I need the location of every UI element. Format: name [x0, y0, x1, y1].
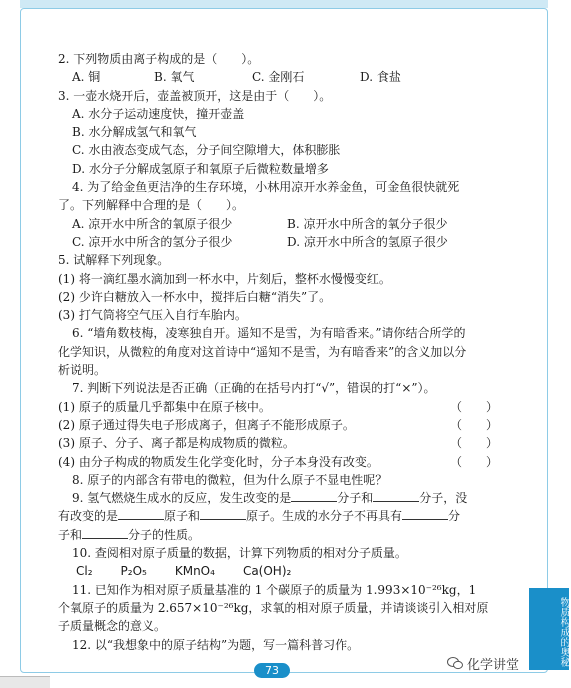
- q7-answer-paren-2: （ ）: [449, 417, 498, 432]
- q5-stem: 5. 试解释下列现象。: [58, 253, 170, 268]
- q6-line-1: 6. “墙角数枝梅，凌寒独自开。遥知不是雪，为有暗香来。”请你结合所学的: [72, 326, 466, 341]
- q9-line-1: [58, 489, 510, 507]
- top-strip: [20, 0, 548, 8]
- q3-option-d: D. 水分子分解成氢原子和氧原子后微粒数量增多: [72, 161, 329, 176]
- q7-answer-paren-1: （ ）: [449, 399, 498, 414]
- q9-line-2: [58, 507, 510, 525]
- q2-option-c: C. 金刚石: [252, 70, 305, 85]
- q4-options-row-1: [58, 215, 510, 233]
- q10-formula-2: P₂O₅: [120, 564, 147, 579]
- corner-strip: [0, 676, 50, 688]
- q9-blank-6: [82, 526, 128, 539]
- q9-blank-2: [373, 489, 419, 502]
- q3-option-c: C. 水由液态变成气态，分子间空隙增大，体积膨胀: [72, 143, 341, 158]
- q7-stem: 7. 判断下列说法是否正确（正确的在括号内打“√”，错误的打“×”）。: [72, 381, 436, 396]
- q10-formulas: [58, 562, 510, 580]
- wechat-icon: [447, 657, 463, 670]
- q7-item-4-row: [58, 453, 510, 471]
- q9-blank-4: [200, 507, 246, 520]
- q9-line-3: [58, 526, 510, 544]
- q2-stem: 2. 下列物质由离子构成的是（ ）。: [58, 52, 260, 66]
- q7-item-3-row: [58, 434, 510, 452]
- q7-item-1: (1) 原子的质量几乎都集中在原子核中。: [58, 399, 271, 414]
- q10-stem: 10. 查阅相对原子质量的数据，计算下列物质的相对分子质量。: [72, 546, 407, 561]
- q10-formula-1: Cl₂: [76, 564, 93, 579]
- q11-line-3: 子质量概念的意义。: [58, 619, 167, 634]
- q4-option-c: C. 凉开水中所含的氢分子很少: [72, 234, 233, 249]
- q8-stem: 8. 原子的内部含有带电的微粒，但为什么原子不显电性呢？: [72, 472, 388, 487]
- q7-item-3: (3) 原子、分子、离子都是构成物质的微粒。: [58, 436, 295, 451]
- q5-item-1: (1) 将一滴红墨水滴加到一杯水中，片刻后，整杯水慢慢变红。: [58, 271, 391, 286]
- q9-text-9: 分子的性质。: [128, 527, 201, 542]
- q5-item-2: (2) 少许白糖放入一杯水中，搅拌后白糖“消失”了。: [58, 289, 332, 304]
- chapter-side-tab: 物质构成的奥秘: [529, 588, 569, 670]
- q3-option-b: B. 水分解成氢气和氧气: [72, 125, 197, 140]
- q4-option-b: B. 凉开水中所含的氧分子很少: [287, 216, 448, 231]
- q3-stem: 3. 一壶水烧开后，壶盖被顶开，这是由于（ ）。: [58, 88, 332, 103]
- watermark: [447, 654, 519, 673]
- q9-blank-1: [291, 489, 337, 502]
- page-number: 73: [254, 663, 290, 678]
- q11-line-1: 11. 已知作为相对原子质量基准的 1 个碳原子的质量为 1.993×10⁻²⁶kg，1: [72, 582, 477, 597]
- q12-stem: 12. 以“我想象中的原子结构”为题，写一篇科普习作。: [72, 637, 360, 652]
- q4-options-row-2: [58, 233, 510, 251]
- q7-item-2-row: [58, 416, 510, 434]
- q4-stem-2: 了。下列解释中合理的是（ ）。: [58, 198, 245, 213]
- q2-option-d: D. 食盐: [360, 70, 401, 85]
- q10-formula-4: Ca(OH)₂: [242, 564, 292, 579]
- q9-blank-5: [402, 507, 448, 520]
- q7-item-1-row: [58, 398, 510, 416]
- q10-formula-3: KMnO₄: [174, 564, 215, 579]
- q2-options: [58, 68, 510, 86]
- q9-text-3: 分子，没: [419, 491, 468, 506]
- q9-text-6: 原子。生成的水分子不再具有: [246, 509, 403, 524]
- q2-option-a: A. 铜: [72, 70, 101, 85]
- q5-item-3: (3) 打气筒将空气压入自行车胎内。: [58, 308, 247, 323]
- q9-text-4: 有改变的是: [58, 509, 119, 524]
- q4-stem-1: 4. 为了给金鱼更洁净的生存环境，小林用凉开水养金鱼，可金鱼很快就死: [72, 180, 460, 195]
- q7-answer-paren-3: （ ）: [449, 436, 498, 451]
- q6-line-2: 化学知识，从微粒的角度对这首诗中“遥知不是雪，为有暗香来”的含义加以分: [58, 344, 467, 359]
- q7-item-4: (4) 由分子构成的物质发生化学变化时，分子本身没有改变。: [58, 454, 379, 469]
- q6-line-3: 析说明。: [58, 363, 107, 378]
- watermark-text: 化学讲堂: [467, 658, 520, 673]
- q9-text-2: 分子和: [337, 491, 374, 506]
- q9-blank-3: [118, 507, 164, 520]
- q4-option-a: A. 凉开水中所含的氧原子很少: [72, 216, 233, 231]
- q2-option-b: B. 氧气: [154, 70, 195, 85]
- q3-option-a: A. 水分子运动速度快，撞开壶盖: [72, 106, 245, 121]
- q9-text-7: 分: [448, 509, 461, 524]
- q9-text-8: 子和: [58, 527, 83, 542]
- q7-item-2: (2) 原子通过得失电子形成离子，但离子不能形成原子。: [58, 417, 355, 432]
- q4-option-d: D. 凉开水中所含的氢原子很少: [287, 234, 448, 249]
- q9-text-5: 原子和: [164, 509, 201, 524]
- q11-line-2: 个氧原子的质量为 2.657×10⁻²⁶kg，求氧的相对原子质量，并请谈谈引入相对原: [58, 600, 489, 615]
- q7-answer-paren-4: （ ）: [449, 454, 498, 469]
- q9-text-1: 9. 氢气燃烧生成水的反应，发生改变的是: [72, 491, 292, 506]
- exercise-content: [58, 50, 510, 654]
